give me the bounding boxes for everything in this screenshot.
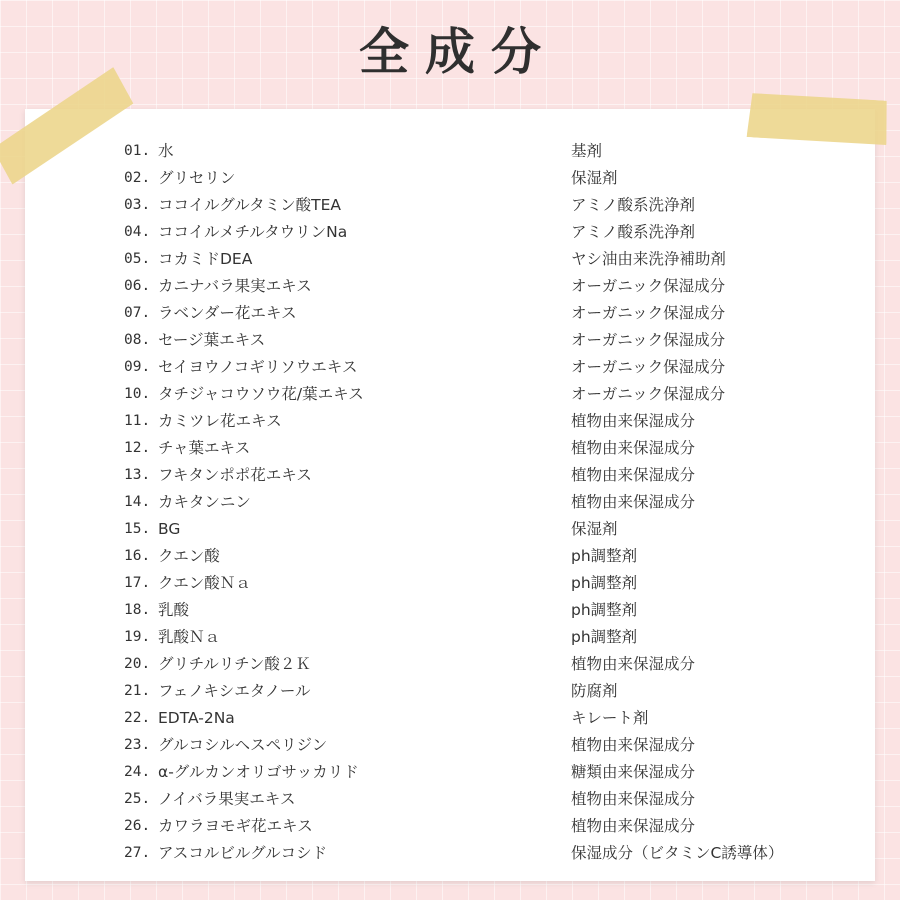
ingredient-row <box>124 840 844 867</box>
ingredient-row <box>124 273 844 300</box>
ingredient-number: 19. <box>124 629 151 645</box>
ingredient-row <box>124 165 844 192</box>
ingredient-number: 06. <box>124 278 151 294</box>
ingredient-name: カキタンニン <box>158 493 251 511</box>
ingredient-purpose: オーガニック保湿成分 <box>571 277 726 295</box>
ingredient-name: ノイバラ果実エキス <box>158 790 296 808</box>
ingredient-name: ココイルメチルタウリンNa <box>158 223 348 241</box>
ingredient-purpose: 植物由来保湿成分 <box>571 655 696 673</box>
ingredient-name: ラベンダー花エキス <box>158 304 297 322</box>
ingredient-row <box>124 192 844 219</box>
ingredient-purpose: ph調整剤 <box>571 628 638 646</box>
ingredient-name: グルコシルヘスペリジン <box>158 736 328 754</box>
ingredient-row <box>124 408 844 435</box>
ingredient-name: タチジャコウソウ花/葉エキス <box>158 385 364 403</box>
ingredient-name: カワラヨモギ花エキス <box>158 817 313 835</box>
ingredient-row <box>124 381 844 408</box>
ingredient-number: 25. <box>124 791 151 807</box>
ingredient-row <box>124 732 844 759</box>
ingredient-list <box>124 138 844 867</box>
ingredient-number: 12. <box>124 440 151 456</box>
ingredient-number: 10. <box>124 386 151 402</box>
ingredient-number: 07. <box>124 305 151 321</box>
ingredient-row <box>124 246 844 273</box>
ingredient-number: 16. <box>124 548 151 564</box>
page-title: 全成分 <box>359 23 557 81</box>
ingredient-purpose: 植物由来保湿成分 <box>571 817 696 835</box>
ingredient-row <box>124 489 844 516</box>
ingredient-row <box>124 597 844 624</box>
ingredient-row <box>124 651 844 678</box>
ingredient-purpose: 保湿剤 <box>571 520 618 538</box>
ingredient-purpose: 糖類由来保湿成分 <box>571 763 696 781</box>
ingredient-name: EDTA-2Na <box>158 709 235 727</box>
ingredient-number: 01. <box>124 143 151 159</box>
ingredient-purpose: アミノ酸系洗浄剤 <box>571 196 696 214</box>
ingredient-number: 05. <box>124 251 151 267</box>
ingredient-number: 20. <box>124 656 151 672</box>
ingredient-number: 09. <box>124 359 151 375</box>
ingredient-name: チャ葉エキス <box>158 439 251 457</box>
ingredient-row <box>124 516 844 543</box>
ingredient-name: BG <box>158 520 181 538</box>
ingredient-name: ココイルグルタミン酸TEA <box>158 196 342 214</box>
ingredient-row <box>124 624 844 651</box>
ingredient-row <box>124 354 844 381</box>
ingredient-purpose: ph調整剤 <box>571 574 638 592</box>
ingredient-row <box>124 759 844 786</box>
ingredient-row <box>124 138 844 165</box>
ingredient-purpose: オーガニック保湿成分 <box>571 385 726 403</box>
ingredient-name: アスコルビルグルコシド <box>158 844 328 862</box>
ingredient-row <box>124 300 844 327</box>
ingredient-purpose: オーガニック保湿成分 <box>571 331 726 349</box>
ingredient-purpose: アミノ酸系洗浄剤 <box>571 223 696 241</box>
ingredient-name: グリチルリチン酸２Ｋ <box>158 655 311 673</box>
ingredient-purpose: 植物由来保湿成分 <box>571 736 696 754</box>
ingredient-row <box>124 705 844 732</box>
ingredient-purpose: ph調整剤 <box>571 601 638 619</box>
ingredient-row <box>124 327 844 354</box>
ingredient-name: α-グルカンオリゴサッカリド <box>158 763 359 781</box>
ingredient-number: 22. <box>124 710 151 726</box>
ingredient-name: カミツレ花エキス <box>158 412 282 430</box>
ingredient-name: コカミドDEA <box>158 250 253 268</box>
ingredient-name: 水 <box>158 142 174 160</box>
ingredient-name: クエン酸 <box>158 547 220 565</box>
ingredient-number: 17. <box>124 575 151 591</box>
ingredient-number: 23. <box>124 737 151 753</box>
ingredient-name: 乳酸Ｎａ <box>158 628 221 646</box>
ingredient-purpose: 防腐剤 <box>571 682 618 700</box>
ingredient-name: クエン酸Ｎａ <box>158 574 251 592</box>
ingredient-purpose: 基剤 <box>571 142 603 160</box>
ingredient-row <box>124 435 844 462</box>
ingredient-purpose: オーガニック保湿成分 <box>571 358 726 376</box>
ingredient-row <box>124 219 844 246</box>
ingredient-purpose: オーガニック保湿成分 <box>571 304 726 322</box>
ingredient-number: 11. <box>124 413 151 429</box>
ingredient-row <box>124 543 844 570</box>
ingredient-row <box>124 678 844 705</box>
ingredient-purpose: 植物由来保湿成分 <box>571 790 696 808</box>
ingredient-purpose: 保湿成分（ビタミンC誘導体） <box>571 844 784 862</box>
ingredient-name: 乳酸 <box>158 601 190 619</box>
ingredient-purpose: ヤシ油由来洗浄補助剤 <box>571 250 726 268</box>
ingredient-number: 04. <box>124 224 151 240</box>
ingredient-name: グリセリン <box>158 169 236 187</box>
ingredient-number: 13. <box>124 467 151 483</box>
ingredient-number: 18. <box>124 602 151 618</box>
ingredient-number: 08. <box>124 332 151 348</box>
ingredient-row <box>124 570 844 597</box>
ingredient-name: セイヨウノコギリソウエキス <box>158 358 358 376</box>
ingredient-number: 21. <box>124 683 151 699</box>
ingredient-number: 14. <box>124 494 151 510</box>
ingredient-number: 02. <box>124 170 151 186</box>
ingredient-number: 24. <box>124 764 151 780</box>
ingredient-row <box>124 462 844 489</box>
ingredient-purpose: ph調整剤 <box>571 547 638 565</box>
ingredient-purpose: 植物由来保湿成分 <box>571 493 696 511</box>
ingredient-row <box>124 786 844 813</box>
ingredient-name: セージ葉エキス <box>158 331 266 349</box>
ingredient-name: カニナバラ果実エキス <box>158 277 312 295</box>
ingredient-purpose: 植物由来保湿成分 <box>571 439 696 457</box>
ingredient-name: フェノキシエタノール <box>158 682 311 700</box>
ingredient-number: 15. <box>124 521 151 537</box>
ingredient-number: 03. <box>124 197 151 213</box>
ingredient-purpose: 保湿剤 <box>571 169 618 187</box>
ingredient-row <box>124 813 844 840</box>
ingredient-number: 27. <box>124 845 151 861</box>
ingredient-purpose: 植物由来保湿成分 <box>571 412 696 430</box>
ingredient-purpose: キレート剤 <box>571 709 649 727</box>
ingredient-number: 26. <box>124 818 151 834</box>
ingredient-name: フキタンポポ花エキス <box>158 466 312 484</box>
ingredient-purpose: 植物由来保湿成分 <box>571 466 696 484</box>
